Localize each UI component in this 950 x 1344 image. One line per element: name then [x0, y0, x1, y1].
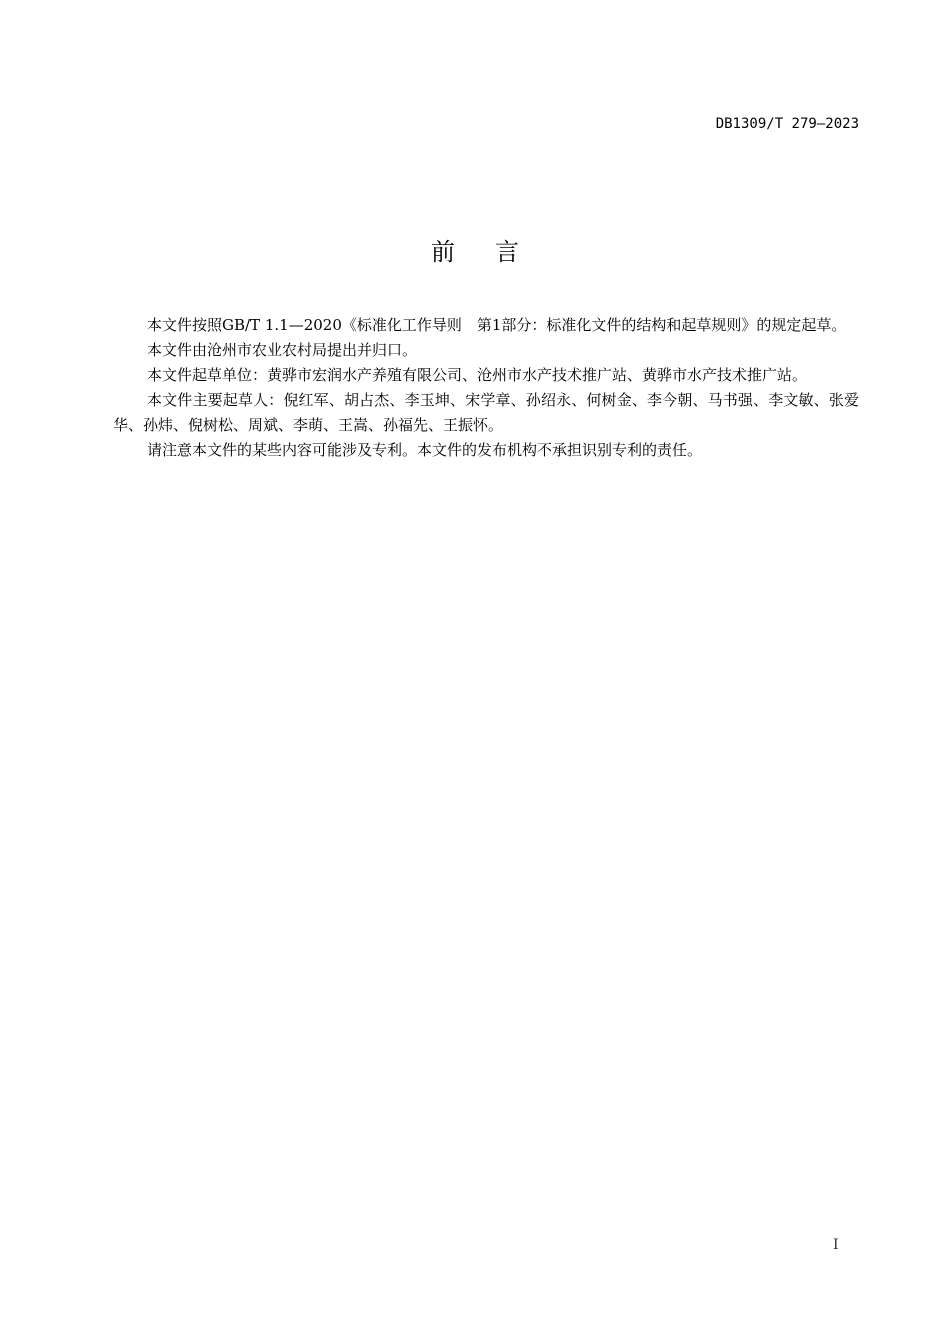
page-number: I [833, 1237, 839, 1253]
paragraph-drafters: 本文件主要起草人：倪红军、胡占杰、李玉坤、宋学章、孙绍永、何树金、李今朝、马书强、李文敏、张爱华、孙炜、倪树松、周斌、李萌、王嵩、孙福先、王振怀。 [113, 391, 859, 434]
paragraph-proposer: 本文件由沧州市农业农村局提出并归口。 [147, 341, 418, 359]
foreword-body [113, 313, 859, 463]
page-title: 前言 [431, 238, 559, 266]
paragraph-drafting-rules: 本文件按照GB/T 1.1—2020《标准化工作导则 第1部分：标准化文件的结构和起草规则》的规定起草。 [147, 316, 847, 334]
paragraph-drafting-units: 本文件起草单位：黄骅市宏润水产养殖有限公司、沧州市水产技术推广站、黄骅市水产技术推广站。 [147, 366, 808, 384]
document-code: DB1309/T 279—2023 [715, 116, 859, 132]
paragraph-patent-notice: 请注意本文件的某些内容可能涉及专利。本文件的发布机构不承担识别专利的责任。 [147, 441, 703, 459]
